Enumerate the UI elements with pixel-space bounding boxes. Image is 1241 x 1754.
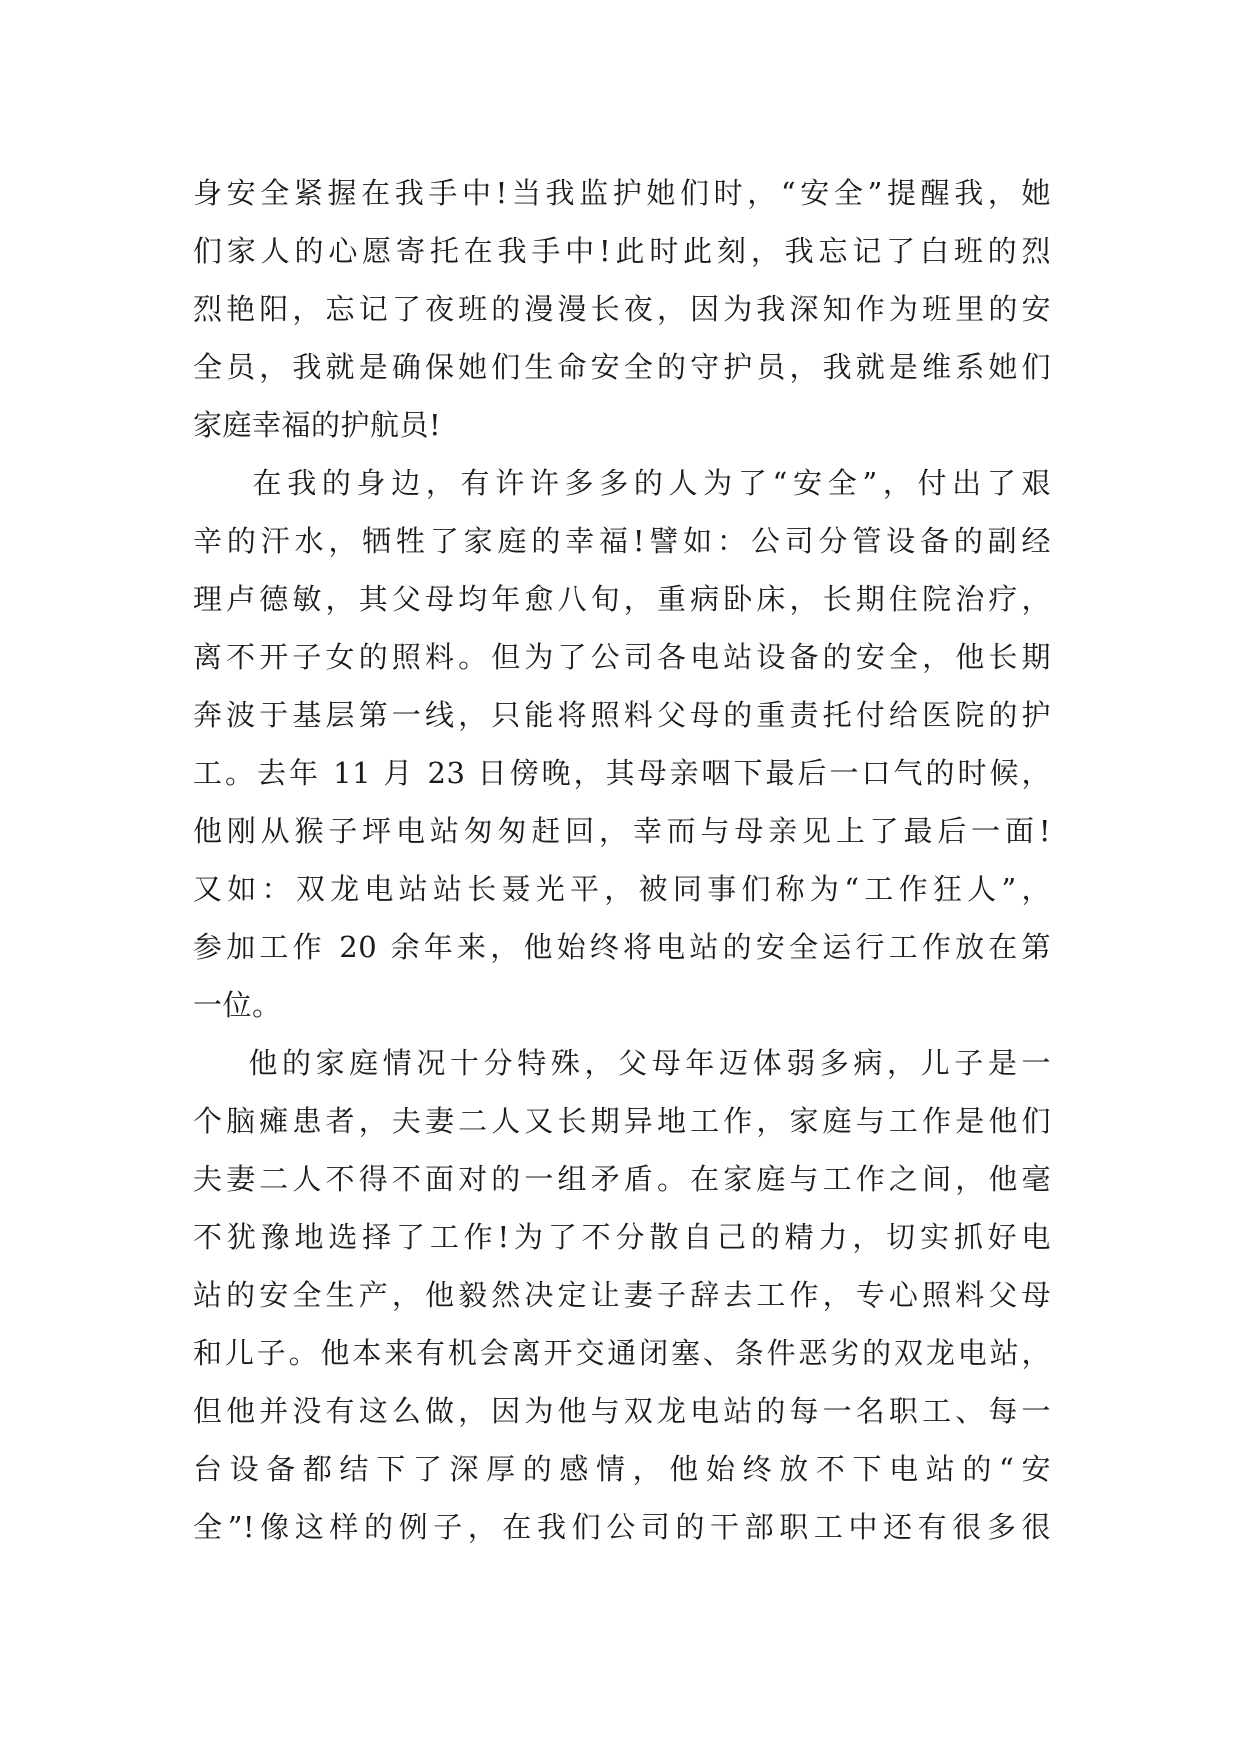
text-line: 但他并没有这么做，因为他与双龙电站的每一名职工、每一 (193, 1394, 1051, 1428)
text-line: 们家人的心愿寄托在我手中!此时此刻，我忘记了白班的烈 (193, 234, 1051, 268)
text-line: 又如：双龙电站站长聂光平，被同事们称为“工作狂人”， (193, 872, 1051, 906)
text-line: 辛的汗水，牺牲了家庭的幸福!譬如：公司分管设备的副经 (193, 524, 1051, 558)
text-line: 夫妻二人不得不面对的一组矛盾。在家庭与工作之间，他毫 (193, 1162, 1051, 1196)
text-line: 参加工作 20 余年来，他始终将电站的安全运行工作放在第 (193, 930, 1051, 964)
text-line: 他的家庭情况十分特殊，父母年迈体弱多病，儿子是一 (193, 1046, 1051, 1080)
text-line: 个脑瘫患者，夫妻二人又长期异地工作，家庭与工作是他们 (193, 1104, 1051, 1138)
text-line: 全”!像这样的例子，在我们公司的干部职工中还有很多很 (193, 1510, 1051, 1544)
document-body (193, 164, 1051, 1556)
text-line: 他刚从猴子坪电站匆匆赶回，幸而与母亲见上了最后一面! (193, 814, 1051, 848)
text-line: 在我的身边，有许许多多的人为了“安全”，付出了艰 (193, 466, 1051, 500)
text-line: 离不开子女的照料。但为了公司各电站设备的安全，他长期 (193, 640, 1051, 674)
text-line: 奔波于基层第一线，只能将照料父母的重责托付给医院的护 (193, 698, 1051, 732)
text-line: 理卢德敏，其父母均年愈八旬，重病卧床，长期住院治疗， (193, 582, 1051, 616)
text-line: 台设备都结下了深厚的感情，他始终放不下电站的“安 (193, 1452, 1051, 1486)
text-line: 站的安全生产，他毅然决定让妻子辞去工作，专心照料父母 (193, 1278, 1051, 1312)
text-line: 身安全紧握在我手中!当我监护她们时，“安全”提醒我，她 (193, 176, 1051, 210)
text-line: 和儿子。他本来有机会离开交通闭塞、条件恶劣的双龙电站， (193, 1336, 1051, 1370)
text-line: 不犹豫地选择了工作!为了不分散自己的精力，切实抓好电 (193, 1220, 1051, 1254)
text-line: 全员，我就是确保她们生命安全的守护员，我就是维系她们 (193, 350, 1051, 384)
text-line: 工。去年 11 月 23 日傍晚，其母亲咽下最后一口气的时候， (193, 756, 1051, 790)
text-line: 烈艳阳，忘记了夜班的漫漫长夜，因为我深知作为班里的安 (193, 292, 1051, 326)
text-line: 一位。 (193, 988, 282, 1022)
text-line: 家庭幸福的护航员! (193, 408, 442, 442)
